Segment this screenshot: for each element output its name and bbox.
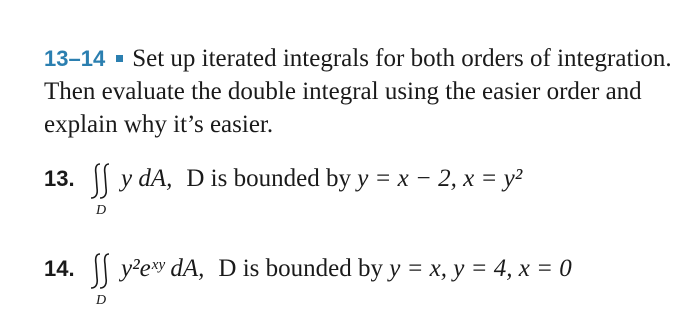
region-subscript: D bbox=[96, 203, 107, 218]
condition-prefix: D is bounded by bbox=[218, 255, 383, 282]
problem-expression bbox=[121, 165, 522, 193]
instructions-line-2: Then evaluate the double integral using the easier order and bbox=[44, 78, 642, 105]
condition-prefix: D is bounded by bbox=[186, 165, 351, 192]
integrand: y dA, bbox=[121, 165, 173, 192]
instructions-line-1: Set up iterated integrals for both orders of integration. bbox=[132, 45, 672, 72]
problem-number: 13. bbox=[44, 166, 75, 191]
problem-expression bbox=[121, 255, 572, 283]
exercise-range: 13–14 bbox=[44, 46, 106, 71]
integrand: y²eˣʸ dA, bbox=[121, 255, 205, 282]
instructions-line-3: explain why it’s easier. bbox=[44, 111, 274, 138]
double-integral-icon bbox=[89, 250, 117, 292]
condition: y = x, y = 4, x = 0 bbox=[389, 255, 572, 282]
bullet-square-icon bbox=[116, 55, 123, 62]
condition: y = x − 2, x = y² bbox=[357, 165, 523, 192]
double-integral-icon bbox=[89, 160, 117, 202]
problem-number: 14. bbox=[44, 256, 75, 281]
region-subscript: D bbox=[96, 293, 107, 308]
instructions bbox=[44, 42, 694, 141]
